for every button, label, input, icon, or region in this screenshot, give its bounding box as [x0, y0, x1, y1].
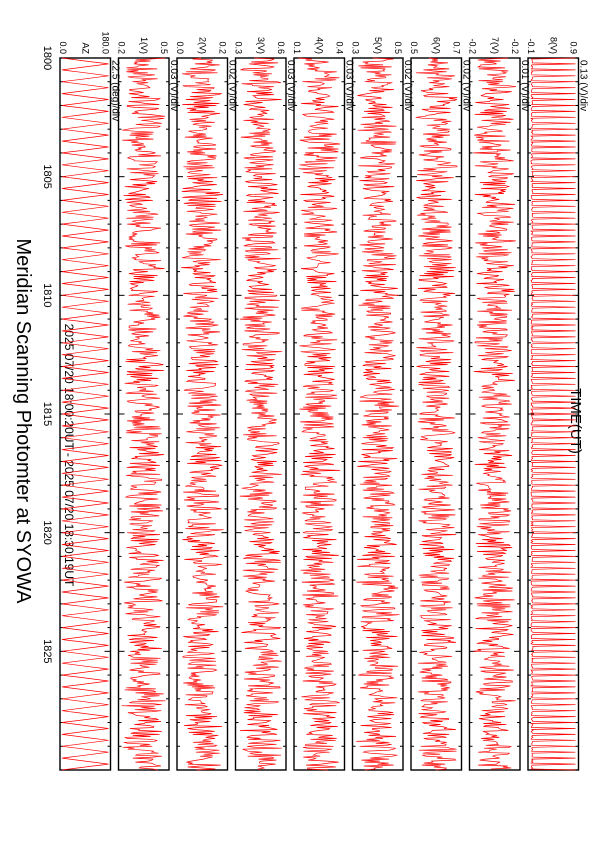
y-tick-label-bottom: 0.1: [292, 41, 302, 54]
channel-label: 7(V): [489, 36, 500, 54]
scale-label: 0.01 (V)/div: [519, 60, 530, 112]
scale-label: 0.03 (V)/div: [343, 60, 355, 112]
x-tick-label: 1800: [41, 45, 53, 71]
y-tick-label-bottom: -0.2: [467, 38, 478, 54]
x-tick-label: 1820: [41, 520, 53, 545]
series-line-4: [240, 58, 282, 770]
x-tick-label: 1810: [41, 283, 53, 308]
series-line-6: [356, 58, 399, 770]
y-tick-label-bottom: 0.5: [409, 41, 419, 54]
series-line-5: [299, 58, 341, 770]
series-line-2: [122, 58, 166, 770]
panel-3: [175, 37, 238, 770]
scale-label: 0.02 (V)/div: [402, 60, 413, 112]
y-tick-label-bottom: 0.2: [116, 41, 127, 54]
series-line-8: [473, 58, 516, 770]
panel-5: [292, 37, 355, 770]
y-tick-label-bottom: 0.0: [58, 41, 68, 54]
scale-label: 0.13 (V)/div: [577, 60, 589, 112]
x-tick-label: 1825: [41, 639, 53, 664]
y-tick-label-top: 0.5: [393, 41, 403, 54]
scale-label: 0.02 (V)/div: [226, 60, 238, 112]
x-axis-label: TIME(UT): [567, 388, 584, 454]
y-tick-label-top: 180.0: [100, 31, 111, 54]
x-tick-label: 1815: [41, 401, 53, 427]
channel-label: 8(V): [548, 36, 559, 54]
scale-label: 0.03 (V)/div: [285, 60, 296, 112]
y-tick-label-top: 0.2: [217, 41, 228, 54]
scale-label: 0.03 (V)/div: [168, 60, 179, 112]
channel-label: AZ: [80, 42, 91, 54]
y-tick-label-top: 0.4: [334, 41, 345, 54]
panel-2: [117, 37, 180, 770]
x-tick-label: 1805: [41, 164, 53, 189]
y-tick-label-top: 0.9: [568, 41, 579, 54]
y-tick-label-bottom: -0.1: [526, 38, 536, 54]
panel-7: [409, 37, 472, 770]
figure-title: Meridian Scanning Photomter at SYOWA: [12, 238, 34, 604]
channel-label: 3(V): [255, 36, 266, 54]
channel-label: 1(V): [138, 36, 149, 54]
panel-8: [468, 37, 531, 770]
y-tick-label-top: 0.5: [159, 41, 169, 54]
channel-label: 4(V): [314, 36, 325, 54]
y-tick-label-top: 0.7: [451, 41, 462, 54]
panel-4: [234, 37, 297, 770]
y-tick-label-top: -0.2: [510, 38, 520, 54]
y-tick-label-bottom: 0.3: [350, 41, 361, 54]
y-tick-label-bottom: 0.0: [175, 41, 185, 54]
panel-6: [351, 37, 414, 770]
y-tick-label-top: 0.6: [276, 41, 286, 54]
series-line-7: [416, 58, 458, 770]
series-line-9: [531, 58, 576, 770]
scale-label: 0.02 (V)/div: [460, 60, 472, 112]
series-line-3: [181, 58, 223, 770]
period-label: 2025 07/20 18:00:20UT - 2025 07/20 18:30:19UT: [62, 323, 76, 587]
channel-label: 2(V): [197, 36, 208, 54]
y-tick-label-bottom: 0.3: [233, 41, 244, 54]
channel-label: 5(V): [372, 36, 383, 54]
channel-label: 6(V): [431, 36, 442, 54]
scale-label: 22.5 (deg)/div: [109, 60, 121, 122]
panel-9: [526, 37, 589, 770]
